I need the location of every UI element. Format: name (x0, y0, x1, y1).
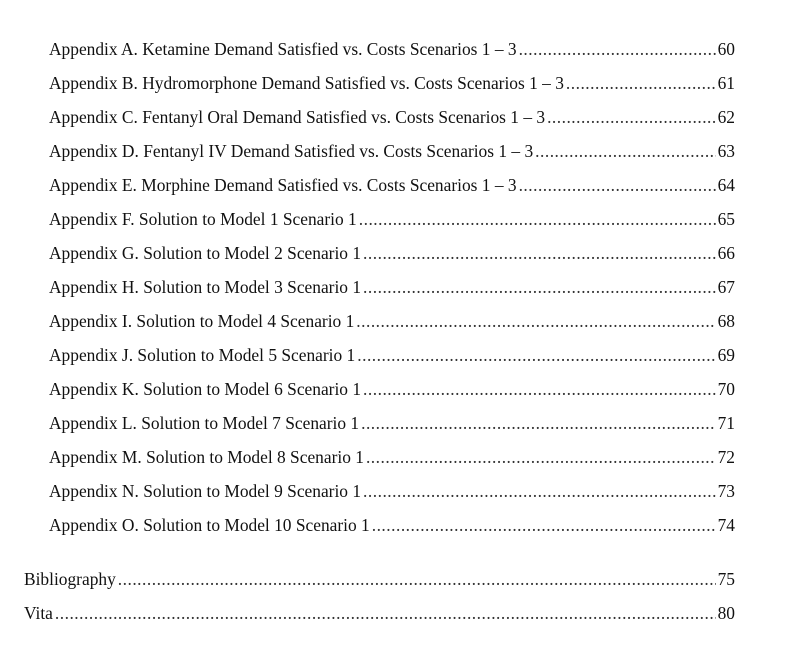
toc-page-number: 66 (717, 243, 735, 263)
toc-entry-appendix-f[interactable] (0, 207, 735, 231)
toc-page-number: 63 (717, 141, 735, 161)
toc-entry-appendix-n[interactable] (0, 479, 735, 503)
dot-leader (566, 71, 716, 95)
toc-entry-label: Appendix H. Solution to Model 3 Scenario 1 (49, 277, 362, 297)
dot-leader (363, 479, 716, 503)
toc-entry-appendix-k[interactable] (0, 377, 735, 401)
toc-entry-label: Appendix O. Solution to Model 10 Scenario 1 (49, 515, 370, 535)
toc-entry-label: Appendix I. Solution to Model 4 Scenario 1 (49, 311, 355, 331)
dot-leader (118, 567, 716, 591)
toc-entry-label: Bibliography (24, 569, 116, 589)
dot-leader (519, 37, 716, 61)
toc-page-number: 67 (717, 277, 735, 297)
toc-entry-appendix-o[interactable] (0, 513, 735, 537)
dot-leader (363, 377, 716, 401)
toc-entry-label: Appendix L. Solution to Model 7 Scenario 1 (49, 413, 360, 433)
toc-entry-appendix-j[interactable] (0, 343, 735, 367)
toc-entry-label: Appendix G. Solution to Model 2 Scenario 1 (49, 243, 362, 263)
toc-entry-label: Appendix D. Fentanyl IV Demand Satisfied vs. Costs Scenarios 1 – 3 (49, 141, 534, 161)
toc-page-number: 69 (717, 345, 735, 365)
dot-leader (361, 411, 716, 435)
toc-entry-vita[interactable] (0, 601, 735, 625)
toc-entry-label: Appendix K. Solution to Model 6 Scenario 1 (49, 379, 362, 399)
toc-page-number: 74 (717, 515, 735, 535)
toc-page-number: 62 (717, 107, 735, 127)
toc-entry-appendix-b[interactable] (0, 71, 735, 95)
toc-entry-appendix-m[interactable] (0, 445, 735, 469)
toc-page-number: 71 (717, 413, 735, 433)
toc-entry-appendix-g[interactable] (0, 241, 735, 265)
toc-entry-appendix-l[interactable] (0, 411, 735, 435)
toc-page-number: 61 (717, 73, 735, 93)
toc-page-number: 64 (717, 175, 735, 195)
toc-entry-label: Appendix J. Solution to Model 5 Scenario 1 (49, 345, 356, 365)
dot-leader (363, 241, 716, 265)
toc-entry-label: Appendix C. Fentanyl Oral Demand Satisfied vs. Costs Scenarios 1 – 3 (49, 107, 546, 127)
toc-entry-label: Appendix B. Hydromorphone Demand Satisfied vs. Costs Scenarios 1 – 3 (49, 73, 564, 93)
toc-entry-bibliography[interactable] (0, 567, 735, 591)
toc-page-number: 60 (717, 39, 735, 59)
toc-page-number: 80 (717, 603, 735, 623)
dot-leader (359, 207, 716, 231)
toc-page-number: 72 (717, 447, 735, 467)
dot-leader (372, 513, 716, 537)
dot-leader (535, 139, 715, 163)
toc-entry-label: Appendix E. Morphine Demand Satisfied vs. Costs Scenarios 1 – 3 (49, 175, 517, 195)
dot-leader (357, 343, 715, 367)
toc-entry-appendix-d[interactable] (0, 139, 735, 163)
dot-leader (363, 275, 716, 299)
dot-leader (519, 173, 716, 197)
toc-page-number: 65 (717, 209, 735, 229)
toc-page-number: 70 (717, 379, 735, 399)
toc-entry-label: Appendix M. Solution to Model 8 Scenario 1 (49, 447, 364, 467)
toc-entry-label: Vita (24, 603, 53, 623)
toc-entry-label: Appendix N. Solution to Model 9 Scenario 1 (49, 481, 362, 501)
toc-entry-appendix-h[interactable] (0, 275, 735, 299)
toc-entry-appendix-a[interactable] (0, 37, 735, 61)
toc-entry-label: Appendix F. Solution to Model 1 Scenario 1 (49, 209, 357, 229)
dot-leader (366, 445, 716, 469)
dot-leader (547, 105, 716, 129)
toc-entry-label: Appendix A. Ketamine Demand Satisfied vs. Costs Scenarios 1 – 3 (49, 39, 517, 59)
toc-page-number: 75 (717, 569, 735, 589)
toc-entry-appendix-c[interactable] (0, 105, 735, 129)
dot-leader (55, 601, 716, 625)
toc-page-number: 68 (717, 311, 735, 331)
toc-page-number: 73 (717, 481, 735, 501)
dot-leader (356, 309, 715, 333)
toc-entry-appendix-i[interactable] (0, 309, 735, 333)
toc-entry-appendix-e[interactable] (0, 173, 735, 197)
